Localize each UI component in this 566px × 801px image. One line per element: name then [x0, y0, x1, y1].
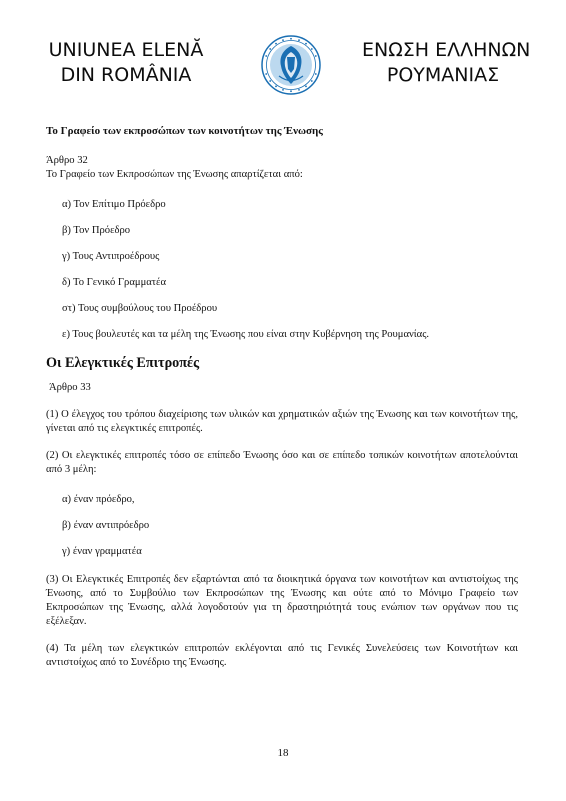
- union-emblem-icon: [261, 35, 321, 95]
- list-item: στ) Τους συμβούλους του Προέδρου: [62, 303, 218, 314]
- header-left-line-1: UNIUNEA ELENĂ: [48, 39, 204, 61]
- paragraph-2: (2) Οι ελεγκτικές επιτροπές τόσο σε επίπεδο Ένωσης όσο και σε επίπεδο τοπικών κοινοτήτων αποτελούνται από 3 μέλη:: [46, 450, 518, 475]
- page-number: 18: [277, 747, 289, 759]
- list-item: γ) έναν γραμματέα: [62, 546, 142, 557]
- article-33-label: Άρθρο 33: [49, 382, 91, 393]
- paragraph-4: (4) Τα μέλη των ελεγκτικών επιτροπών εκλέγονται από τις Γενικές Συνελεύσεις των Κοινοτήτων και αντιστοίχως από το Συνέδριο της Ένωσης.: [46, 643, 518, 668]
- page-header: [0, 38, 566, 98]
- list-item: β) έναν αντιπρόεδρο: [62, 520, 150, 531]
- section-2-heading: Οι Ελεγκτικές Επιτροπές: [46, 355, 200, 371]
- header-right-line-1: ΕΝΩΣΗ ΕΛΛΗΝΩΝ: [362, 39, 531, 61]
- document-body: [46, 124, 518, 683]
- section-1-heading: Το Γραφείο των εκπροσώπων των κοινοτήτων της Ένωσης: [46, 125, 323, 137]
- paragraph-3: (3) Οι Ελεγκτικές Επιτροπές δεν εξαρτώνται από τα διοικητικά όργανα των κοινοτήτων και αντιστοίχως της Ένωσης, από το Συμβούλιο των Εκπροσώπων της Ένωσης και ούτε από το Μόνιμο Γραφείο των Εκπροσώπων της Ένωσης, αλλά λογοδοτούν για τη δραστηριότητά τους ενώπιον των οργάνων που τις εξέλεξαν.: [46, 574, 518, 627]
- list-item: γ) Τους Αντιπροέδρους: [62, 251, 160, 262]
- list-item: ε) Τους βουλευτές και τα μέλη της Ένωσης που είναι στην Κυβέρνηση της Ρουμανίας.: [62, 329, 430, 340]
- header-left-title: [46, 38, 206, 88]
- list-item: α) Τον Επίτιμο Πρόεδρο: [62, 199, 166, 210]
- list-item: β) Τον Πρόεδρο: [62, 225, 131, 236]
- header-right-title: [362, 38, 531, 88]
- list-item: δ) Το Γενικό Γραμματέα: [62, 277, 167, 288]
- paragraph-1: (1) Ο έλεγχος του τρόπου διαχείρισης των υλικών και χρηματικών αξιών της Ένωσης και των κοινοτήτων της, γίνεται από τις ελεγκτικές επιτροπές.: [46, 409, 518, 434]
- article-32-label: Άρθρο 32: [46, 155, 88, 166]
- header-right-line-2: ΡΟΥΜΑΝΙΑΣ: [386, 64, 500, 86]
- list-item: α) έναν πρόεδρο,: [62, 494, 135, 505]
- article-32-lead: Το Γραφείο των Εκπροσώπων της Ένωσης απαρτίζεται από:: [46, 169, 303, 180]
- header-left-line-2: DIN ROMÂNIA: [60, 64, 192, 86]
